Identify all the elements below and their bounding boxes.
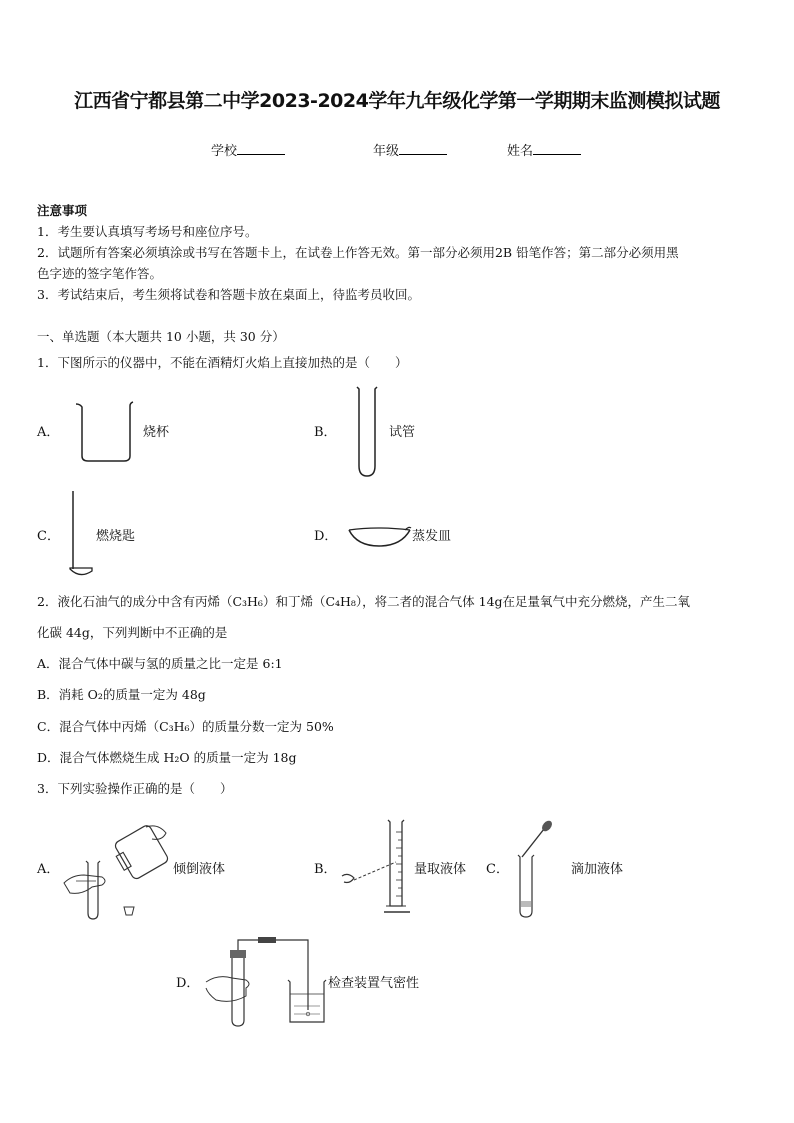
q1-option-c-key: C． bbox=[37, 529, 60, 544]
q3-stem: 3．下列实验操作正确的是（ ） bbox=[37, 781, 233, 796]
test-tube-icon bbox=[355, 386, 379, 478]
note-item: 3．考试结束后，考生须将试卷和答题卡放在桌面上，待监考员收回。 bbox=[37, 287, 420, 302]
name-label: 姓名 bbox=[507, 144, 534, 159]
section-heading: 一、单选题（本大题共 10 小题，共 30 分） bbox=[37, 329, 285, 344]
q3-option-c-label: 滴加液体 bbox=[571, 862, 624, 877]
airtightness-apparatus-icon bbox=[202, 934, 328, 1028]
q1-option-b-label: 试管 bbox=[389, 425, 416, 440]
q1-option-a-key: A． bbox=[37, 425, 60, 440]
q1-option-b-key: B． bbox=[314, 425, 337, 440]
q2-option-a: A．混合气体中碳与氢的质量之比一定是 6:1 bbox=[37, 656, 283, 671]
q1-stem: 1．下图所示的仪器中，不能在酒精灯火焰上直接加热的是（ ） bbox=[37, 355, 408, 370]
notes-heading: 注意事项 bbox=[37, 203, 88, 218]
name-blank bbox=[533, 142, 581, 155]
note-item: 1．考生要认真填写考场号和座位序号。 bbox=[37, 224, 258, 239]
evaporating-dish-icon bbox=[347, 524, 413, 550]
q1-option-c-label: 燃烧匙 bbox=[96, 529, 136, 544]
grade-blank bbox=[399, 142, 447, 155]
school-blank bbox=[237, 142, 285, 155]
q1-option-d-key: D． bbox=[314, 529, 338, 544]
q3-option-d-label: 检查装置气密性 bbox=[328, 976, 420, 991]
q3-option-c-key: C． bbox=[486, 862, 509, 877]
dropper-icon bbox=[510, 819, 560, 923]
page-title: 江西省宁都县第二中学2023-2024学年九年级化学第一学期期末监测模拟试题 bbox=[74, 90, 720, 112]
name-field bbox=[507, 140, 581, 159]
q1-option-a-label: 烧杯 bbox=[143, 425, 170, 440]
school-field bbox=[211, 140, 285, 159]
q3-option-d-key: D． bbox=[176, 976, 200, 991]
q3-option-a-label: 倾倒液体 bbox=[173, 862, 226, 877]
school-label: 学校 bbox=[211, 144, 238, 159]
combustion-spoon-icon bbox=[66, 489, 96, 581]
note-item: 色字迹的签字笔作答。 bbox=[37, 266, 163, 281]
q3-option-b-key: B． bbox=[314, 862, 337, 877]
q2-stem-line2: 化碳 44g，下列判断中不正确的是 bbox=[37, 625, 228, 640]
q2-option-d: D．混合气体燃烧生成 H₂O 的质量一定为 18g bbox=[37, 750, 297, 765]
grade-field bbox=[373, 140, 447, 159]
graduated-cylinder-icon bbox=[340, 818, 415, 916]
q3-option-a-key: A． bbox=[37, 862, 60, 877]
note-item: 2．试题所有答案必须填涂或书写在答题卡上，在试卷上作答无效。第一部分必须用2B 铅笔作答；第二部分必须用黑 bbox=[37, 245, 679, 260]
q1-option-d-label: 蒸发皿 bbox=[412, 529, 452, 544]
q2-stem-line1: 2．液化石油气的成分中含有丙烯（C₃H₆）和丁烯（C₄H₈），将二者的混合气体 14g在足量氧气中充分燃烧，产生二氧 bbox=[37, 594, 691, 609]
q3-option-b-label: 量取液体 bbox=[414, 862, 467, 877]
q2-option-b: B．消耗 O₂的质量一定为 48g bbox=[37, 687, 206, 702]
q2-option-c: C．混合气体中丙烯（C₃H₆）的质量分数一定为 50% bbox=[37, 719, 334, 734]
grade-label: 年级 bbox=[373, 144, 400, 159]
pouring-liquid-icon bbox=[62, 823, 174, 921]
beaker-icon bbox=[74, 400, 134, 464]
